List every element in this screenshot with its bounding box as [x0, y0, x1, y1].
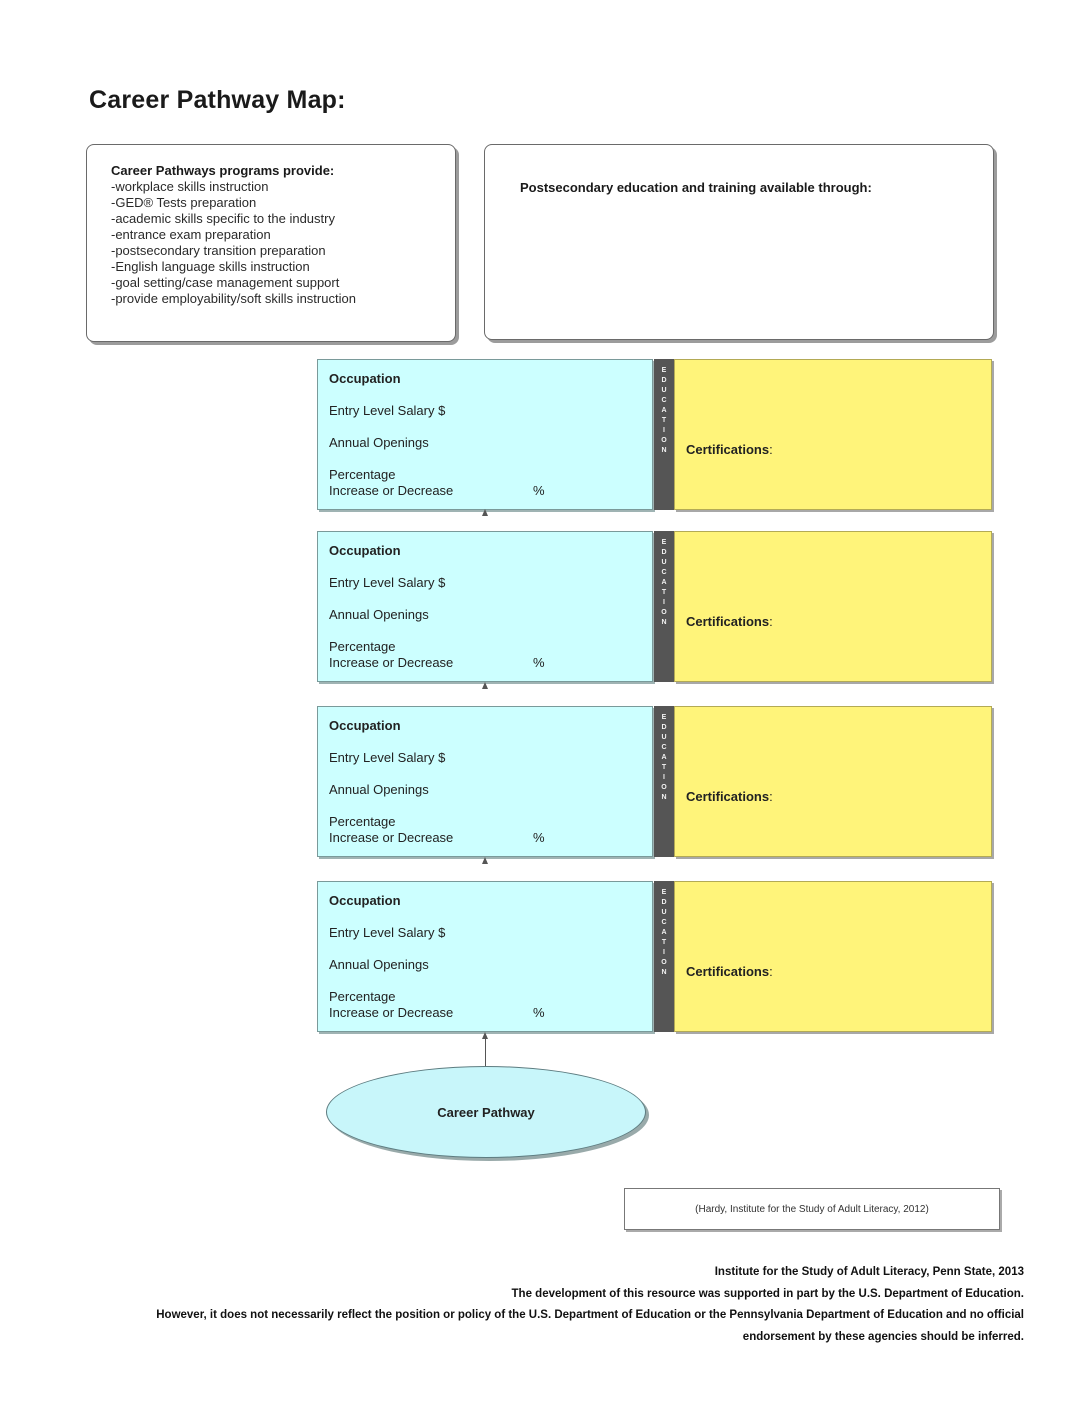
certifications-label: Certifications:: [686, 964, 773, 979]
education-bar: [654, 359, 674, 510]
percentage-label: Percentage: [329, 467, 396, 482]
education-letter: A: [661, 929, 667, 936]
education-letter: O: [661, 784, 667, 791]
program-item: -provide employability/soft skills instruction: [111, 291, 356, 306]
up-arrow-icon: [482, 1032, 488, 1039]
percentage-label: Percentage: [329, 814, 396, 829]
career-pathway-ellipse: [326, 1066, 646, 1158]
occupation-label: Occupation: [329, 893, 401, 908]
education-letter: D: [661, 899, 667, 906]
up-arrow-icon: [482, 509, 488, 516]
annual-openings-label: Annual Openings: [329, 957, 429, 972]
education-letter: U: [661, 909, 667, 916]
percent-sign: %: [533, 830, 545, 845]
programs-box: [86, 144, 456, 342]
program-item: -goal setting/case management support: [111, 275, 340, 290]
certifications-box[interactable]: [674, 706, 992, 857]
education-bar: [654, 706, 674, 857]
education-letter: U: [661, 559, 667, 566]
education-letter: E: [661, 367, 667, 374]
education-letter: O: [661, 437, 667, 444]
page-title: Career Pathway Map:: [89, 86, 346, 114]
education-letter: I: [663, 427, 665, 434]
certifications-label: Certifications:: [686, 442, 773, 457]
footer-line: Institute for the Study of Adult Literacy, Penn State, 2013: [714, 1266, 1024, 1278]
postsecondary-heading: Postsecondary education and training available through:: [520, 180, 872, 195]
education-letter: N: [661, 969, 667, 976]
postsecondary-box: [484, 144, 994, 340]
occupation-box[interactable]: [317, 706, 653, 857]
increase-decrease-label: Increase or Decrease: [329, 830, 454, 845]
education-letter: I: [663, 774, 665, 781]
education-letter: E: [661, 539, 667, 546]
education-letter: C: [661, 919, 667, 926]
up-arrow-icon: [482, 682, 488, 689]
occupation-label: Occupation: [329, 371, 401, 386]
connector-line: [485, 1038, 486, 1066]
footer-line: However, it does not necessarily reflect the position or policy of the U.S. Department of Education or the Pennsylvania Department of Education and no official: [156, 1309, 1024, 1321]
annual-openings-label: Annual Openings: [329, 607, 429, 622]
entry-salary-label: Entry Level Salary $: [329, 403, 446, 418]
program-item: -workplace skills instruction: [111, 179, 269, 194]
percentage-label: Percentage: [329, 989, 396, 1004]
footer-line: endorsement by these agencies should be inferred.: [742, 1330, 1024, 1343]
education-letter: N: [661, 447, 667, 454]
program-item: -postsecondary transition preparation: [111, 243, 326, 258]
education-letter: I: [663, 949, 665, 956]
education-letter: T: [661, 417, 667, 424]
entry-salary-label: Entry Level Salary $: [329, 575, 446, 590]
education-bar: [654, 881, 674, 1032]
percent-sign: %: [533, 655, 545, 670]
education-letter: D: [661, 377, 667, 384]
citation-box: (Hardy, Institute for the Study of Adult Literacy, 2012): [624, 1188, 1000, 1230]
percent-sign: %: [533, 1005, 545, 1020]
occupation-label: Occupation: [329, 543, 401, 558]
certifications-label: Certifications:: [686, 789, 773, 804]
percentage-label: Percentage: [329, 639, 396, 654]
education-letter: U: [661, 387, 667, 394]
education-letter: I: [663, 599, 665, 606]
education-letter: E: [661, 889, 667, 896]
education-letter: C: [661, 569, 667, 576]
occupation-box[interactable]: [317, 881, 653, 1032]
education-letter: N: [661, 794, 667, 801]
up-arrow-icon: [482, 857, 488, 864]
education-letter: A: [661, 754, 667, 761]
annual-openings-label: Annual Openings: [329, 435, 429, 450]
increase-decrease-label: Increase or Decrease: [329, 483, 454, 498]
entry-salary-label: Entry Level Salary $: [329, 925, 446, 940]
education-letter: N: [661, 619, 667, 626]
education-letter: O: [661, 959, 667, 966]
certifications-box[interactable]: [674, 881, 992, 1032]
programs-heading: Career Pathways programs provide:: [111, 163, 335, 178]
program-item: -English language skills instruction: [111, 259, 310, 274]
education-letter: O: [661, 609, 667, 616]
career-pathway-label: Career Pathway: [437, 1104, 535, 1120]
footer-line: The development of this resource was supported in part by the U.S. Department of Education.: [511, 1287, 1024, 1300]
programs-list: [111, 179, 455, 307]
certifications-box[interactable]: [674, 359, 992, 510]
education-letter: D: [661, 549, 667, 556]
education-letter: T: [661, 939, 667, 946]
increase-decrease-label: Increase or Decrease: [329, 655, 454, 670]
education-letter: D: [661, 724, 667, 731]
percent-sign: %: [533, 483, 545, 498]
annual-openings-label: Annual Openings: [329, 782, 429, 797]
program-item: -GED® Tests preparation: [111, 195, 257, 210]
footer: [64, 1262, 1024, 1348]
education-letter: C: [661, 744, 667, 751]
occupation-label: Occupation: [329, 718, 401, 733]
education-letter: A: [661, 407, 667, 414]
occupation-box[interactable]: [317, 359, 653, 510]
education-letter: C: [661, 397, 667, 404]
education-bar: [654, 531, 674, 682]
increase-decrease-label: Increase or Decrease: [329, 1005, 454, 1020]
education-letter: A: [661, 579, 667, 586]
education-letter: U: [661, 734, 667, 741]
education-letter: E: [661, 714, 667, 721]
education-letter: T: [661, 589, 667, 596]
entry-salary-label: Entry Level Salary $: [329, 750, 446, 765]
certifications-box[interactable]: [674, 531, 992, 682]
certifications-label: Certifications:: [686, 614, 773, 629]
program-item: -entrance exam preparation: [111, 227, 271, 242]
program-item: -academic skills specific to the industry: [111, 211, 335, 226]
occupation-box[interactable]: [317, 531, 653, 682]
education-letter: T: [661, 764, 667, 771]
